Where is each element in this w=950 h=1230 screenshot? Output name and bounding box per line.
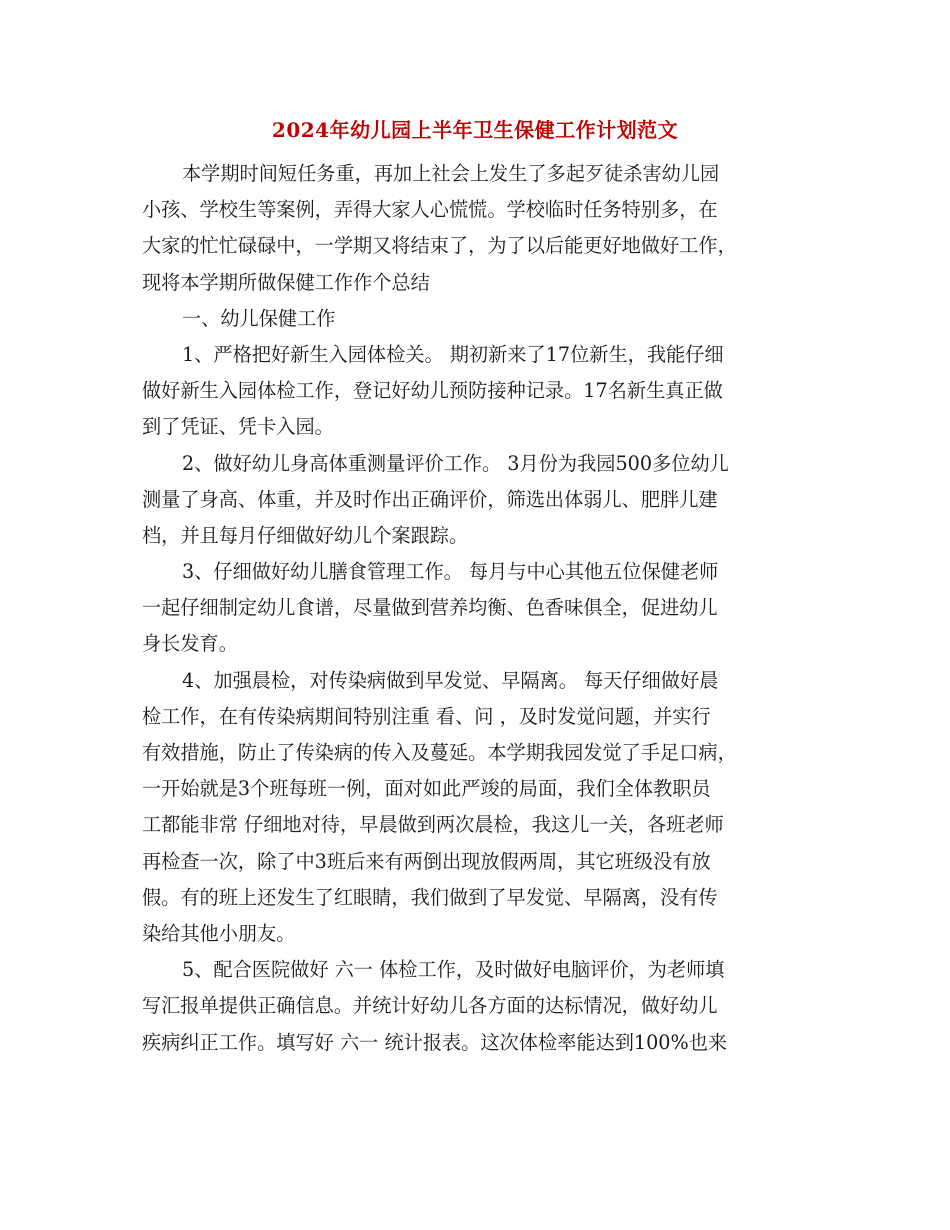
text-line: 一开始就是3个班每班一例，面对如此严竣的局面，我们全体教职员 <box>142 777 711 801</box>
text-line: 有效措施，防止了传染病的传入及蔓延。本学期我园发觉了手足口病， <box>142 741 737 764</box>
text-line: 检工作，在有传染病期间特别注重 看、问 ，及时发觉问题，并实行 <box>142 704 711 728</box>
document-title: 2024年幼儿园上半年卫生保健工作计划范文 <box>271 118 679 142</box>
text-line: 再检查一次，除了中3班后来有两倒出现放假两周，其它班级没有放 <box>142 849 711 873</box>
text-line: 本学期时间短任务重，再加上社会上发生了多起歹徒杀害幼儿园 <box>182 162 720 185</box>
text-line: 小孩、学校生等案例，弄得大家人心慌慌。学校临时任务特别多，在 <box>142 198 718 222</box>
text-line: 染给其他小朋友。 <box>142 921 296 945</box>
text-line: 1、严格把好新生入园体检关。 期初新来了17位新生，我能仔细 <box>182 342 724 366</box>
text-line: 疾病纠正工作。填写好 六一 统计报表。这次体检率能达到100%也来 <box>142 1030 728 1054</box>
text-line: 3、仔细做好幼儿膳食管理工作。 每月与中心其他五位保健老师 <box>182 560 719 584</box>
text-line: 2、做好幼儿身高体重测量评价工作。 3月份为我园500多位幼儿 <box>182 451 729 475</box>
text-line: 档，并且每月仔细做好幼儿个案跟踪。 <box>142 523 469 547</box>
text-line: 一起仔细制定幼儿食谱，尽量做到营养均衡、色香味俱全，促进幼儿 <box>142 596 718 620</box>
text-line: 现将本学期所做保健工作作个总结 <box>142 270 430 294</box>
text-line: 到了凭证、凭卡入园。 <box>142 415 334 439</box>
text-line: 测量了身高、体重，并及时作出正确评价，筛选出体弱儿、肥胖儿建 <box>142 487 718 511</box>
text-line: 工都能非常 仔细地对待，早晨做到两次晨检，我这儿一关，各班老师 <box>142 813 724 837</box>
text-line: 写汇报单提供正确信息。并统计好幼儿各方面的达标情况，做好幼儿 <box>142 994 718 1018</box>
text-line: 一、幼儿保健工作 <box>182 306 336 330</box>
text-line: 大家的忙忙碌碌中，一学期又将结束了，为了以后能更好地做好工作， <box>142 234 737 258</box>
text-line: 5、配合医院做好 六一 体检工作，及时做好电脑评价，为老师填 <box>182 958 725 982</box>
text-line: 4、加强晨检，对传染病做到早发觉、早隔离。 每天仔细做好晨 <box>182 668 719 692</box>
text-line: 身长发育。 <box>142 632 238 656</box>
text-line: 假。有的班上还发生了红眼睛，我们做到了早发觉、早隔离，没有传 <box>142 885 718 909</box>
document-body <box>142 160 810 1065</box>
text-line: 做好新生入园体检工作，登记好幼儿预防接种记录。17名新生真正做 <box>142 379 723 403</box>
